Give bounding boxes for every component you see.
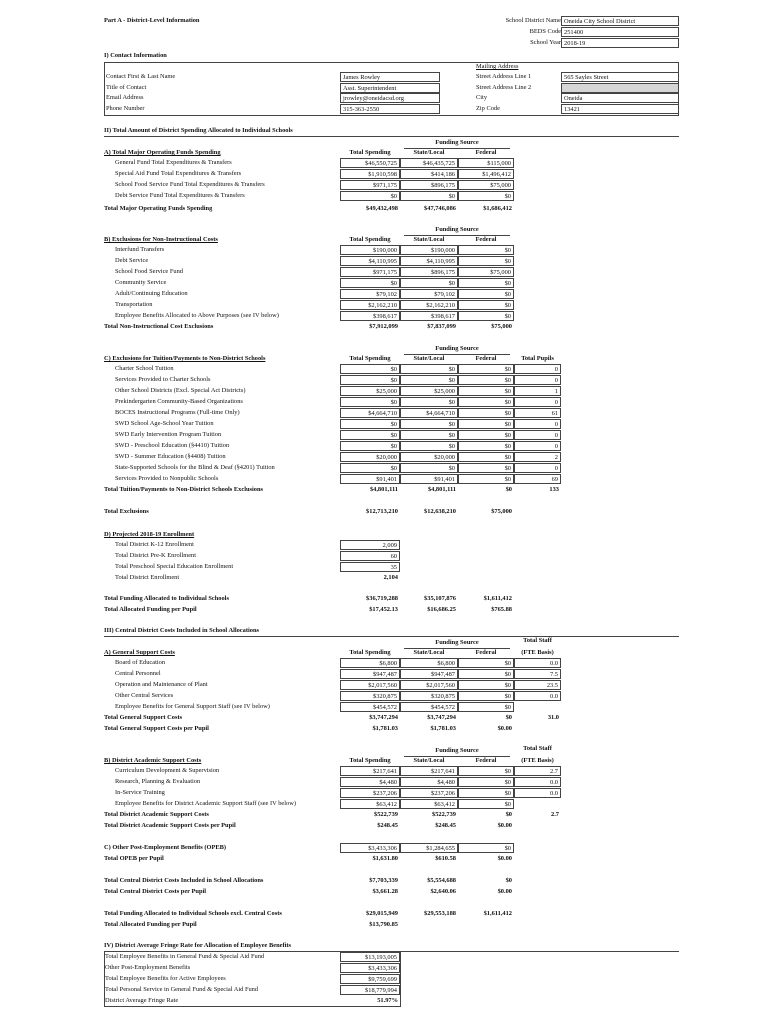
opeb-row-federal: $0 — [458, 843, 514, 853]
excl-central-summary-state: $29,553,188 — [424, 910, 456, 917]
fringe-rate-label: Total Employee Benefits in General Fund & Special Aid Fund — [105, 952, 265, 960]
academic-support-row-total: $63,412 — [340, 799, 400, 809]
tuition-row-state: $20,000 — [400, 452, 458, 462]
tuition-row-total: $0 — [340, 375, 400, 385]
academic-support-label: Employee Benefits for District Academic Support Staff (see IV below) — [115, 800, 296, 807]
state-local-header: State/Local — [413, 149, 445, 156]
mailing-address-heading: Mailing Address — [476, 63, 519, 70]
fte-basis-header: (FTE Basis) — [521, 757, 554, 764]
mailing-field-label: City — [476, 94, 488, 102]
beds-code-label: BEDS Code — [529, 28, 561, 35]
allocation-summary-label: Total Funding Allocated to Individual Schools — [104, 595, 229, 602]
tuition-row-federal: $0 — [458, 375, 514, 385]
contact-field-label: Contact First & Last Name — [106, 73, 176, 80]
general-support-row-federal: $0 — [458, 691, 514, 701]
central-costs-summary-total: $7,703,339 — [369, 877, 398, 884]
contact-field-value: Asst. Superintendent — [340, 83, 440, 93]
tuition-label: Prekindergarten Community-Based Organizations — [115, 398, 243, 405]
non-instructional-row-federal: $0 — [458, 245, 514, 255]
academic-support-row-federal: $0 — [458, 766, 514, 776]
tuition-row-total: $0 — [340, 441, 400, 451]
total-spending-header: Total Spending — [349, 757, 391, 764]
enrollment-label: Total District Pre-K Enrollment — [115, 552, 197, 559]
non-instructional-row-total: $971,175 — [340, 267, 400, 277]
contact-field-value: jrowley@oneidacsd.org — [340, 93, 440, 103]
enrollment-value: 2,009 — [340, 540, 400, 550]
academic-support-per-pupil-federal: $0.00 — [497, 822, 512, 829]
excl-central-label: Total Allocated Funding per Pupil — [104, 921, 197, 928]
tuition-row-pupils: 1 — [514, 386, 561, 396]
tuition-row-federal: $0 — [458, 397, 514, 407]
fte-basis-header: (FTE Basis) — [521, 649, 554, 656]
general-support-row-federal: $0 — [458, 702, 514, 712]
tuition-row-federal: $0 — [458, 408, 514, 418]
tuition-row-state: $0 — [400, 441, 458, 451]
operating-fund-label: Special Aid Fund Total Expenditures & Transfers — [115, 170, 242, 177]
academic-support-total-federal: $0 — [505, 811, 512, 818]
operating-fund-row-total: $46,550,725 — [340, 158, 400, 168]
academic-support-per-pupil-state: $248.45 — [435, 822, 456, 829]
general-support-total-staff: 31.0 — [547, 714, 559, 721]
tuition-row-total: $91,401 — [340, 474, 400, 484]
tuition-label: Charter School Tuition — [115, 365, 174, 372]
tuition-label: SWD Early Intervention Program Tuition — [115, 431, 222, 438]
operating-fund-row-total: $1,910,598 — [340, 169, 400, 179]
general-support-per-pupil-state: $1,781.03 — [430, 725, 456, 732]
opeb-row-state: $1,284,655 — [400, 843, 458, 853]
tuition-total-state: $4,801,111 — [427, 486, 456, 493]
academic-support-label: Curriculum Development & Supervision — [115, 767, 220, 774]
general-support-per-pupil-label: Total General Support Costs per Pupil — [104, 725, 209, 732]
opeb-per-pupil-federal: $0.00 — [497, 855, 512, 862]
academic-support-row-federal: $0 — [458, 799, 514, 809]
tuition-row-total: $4,664,710 — [340, 408, 400, 418]
general-support-label: Operation and Maintenance of Plant — [115, 681, 208, 688]
general-support-total-federal: $0 — [505, 714, 512, 721]
fringe-rate-label: Other Post-Employment Benefits — [105, 963, 191, 971]
tuition-row-pupils: 0 — [514, 397, 561, 407]
fringe-rate-value: $18,779,994 — [340, 985, 400, 995]
tuition-label: SWD - Preschool Education (§4410) Tuition — [115, 442, 230, 449]
non-instructional-row-federal: $0 — [458, 289, 514, 299]
non-instructional-total-federal: $75,000 — [491, 323, 512, 330]
central-costs-summary-label: Total Central District Costs Included in School Allocations — [104, 877, 264, 884]
central-costs-summary-label: Total Central District Costs per Pupil — [104, 888, 207, 895]
state-local-header: State/Local — [413, 236, 445, 243]
central-costs-summary-federal: $0 — [505, 877, 512, 884]
operating-funds-heading: A) Total Major Operating Funds Spending — [104, 149, 221, 156]
tuition-row-total: $0 — [340, 463, 400, 473]
school-year-label: School Year — [530, 39, 561, 46]
non-instructional-row-total: $4,110,995 — [340, 256, 400, 266]
general-support-row-state: $320,875 — [400, 691, 458, 701]
operating-fund-row-federal: $1,496,412 — [458, 169, 514, 179]
tuition-label: BOCES Instructional Programs (Full-time Only) — [115, 409, 240, 416]
school-year-value: 2018-19 — [561, 38, 679, 48]
contact-heading: I) Contact Information — [104, 52, 167, 59]
academic-support-row-staff: 2.7 — [514, 766, 561, 776]
allocation-summary-total: $17,452.13 — [369, 606, 398, 613]
non-instructional-row-federal: $0 — [458, 311, 514, 321]
central-costs-summary-state: $2,640.06 — [430, 888, 456, 895]
enrollment-value: 60 — [340, 551, 400, 561]
tuition-row-pupils: 0 — [514, 419, 561, 429]
operating-fund-label: Debt Service Fund Total Expenditures & Transfers — [115, 192, 245, 199]
excl-central-summary-total: $29,015,949 — [366, 910, 398, 917]
total-staff-header: Total Staff — [523, 637, 552, 644]
tuition-label: Services Provided to Nonpublic Schools — [115, 475, 219, 482]
tuition-row-pupils: 0 — [514, 364, 561, 374]
tuition-row-federal: $0 — [458, 441, 514, 451]
academic-support-label: Research, Planning & Evaluation — [115, 778, 201, 785]
opeb-per-pupil-state: $610.58 — [435, 855, 456, 862]
state-local-header: State/Local — [413, 355, 445, 362]
tuition-row-state: $0 — [400, 419, 458, 429]
non-instructional-label: Interfund Transfers — [115, 246, 165, 253]
academic-support-row-total: $237,206 — [340, 788, 400, 798]
general-support-label: Other Central Services — [115, 692, 174, 699]
total-exclusions-total: $12,713,210 — [366, 508, 398, 515]
fringe-rate-heading: IV) District Average Fringe Rate for Allocation of Employee Benefits — [104, 942, 291, 949]
tuition-row-state: $0 — [400, 364, 458, 374]
district-name-label: School District Name — [505, 17, 561, 24]
central-costs-summary-state: $5,554,688 — [427, 877, 456, 884]
federal-header: Federal — [475, 236, 497, 243]
tuition-row-federal: $0 — [458, 463, 514, 473]
non-instructional-total-total: $7,912,099 — [369, 323, 398, 330]
academic-support-row-state: $237,206 — [400, 788, 458, 798]
central-costs-summary-federal: $0.00 — [497, 888, 512, 895]
funding-source-header: Funding Source — [435, 639, 479, 646]
total-spending-header: Total Spending — [349, 649, 391, 656]
funding-source-header: Funding Source — [435, 747, 479, 754]
general-support-label: Board of Education — [115, 659, 166, 666]
general-support-heading: A) General Support Costs — [104, 649, 175, 656]
mailing-field-value: 565 Sayles Street — [561, 72, 679, 82]
operating-fund-row-federal: $75,000 — [458, 180, 514, 190]
central-costs-summary-total: $3,661.28 — [372, 888, 398, 895]
enrollment-total-value: 2,104 — [383, 574, 398, 581]
federal-header: Federal — [475, 649, 497, 656]
operating-funds-total-state: $47,746,086 — [424, 205, 456, 212]
tuition-row-federal: $0 — [458, 364, 514, 374]
academic-support-row-total: $217,641 — [340, 766, 400, 776]
non-instructional-row-total: $2,162,210 — [340, 300, 400, 310]
non-instructional-label: Adult/Continuing Education — [115, 290, 188, 297]
enrollment-label: Total Preschool Special Education Enrollment — [115, 563, 234, 570]
tuition-label: Services Provided to Charter Schools — [115, 376, 211, 383]
enrollment-label: Total District Enrollment — [115, 574, 180, 581]
academic-support-total-staff: 2.7 — [551, 811, 559, 818]
tuition-row-state: $0 — [400, 375, 458, 385]
academic-support-row-staff: 0.0 — [514, 788, 561, 798]
operating-fund-row-state: $414,186 — [400, 169, 458, 179]
excl-central-summary-federal: $1,611,412 — [483, 910, 512, 917]
funding-source-header: Funding Source — [435, 139, 479, 146]
spending-section-heading: II) Total Amount of District Spending Allocated to Individual Schools — [104, 127, 293, 134]
enrollment-heading: D) Projected 2018-19 Enrollment — [104, 531, 195, 538]
tuition-row-state: $91,401 — [400, 474, 458, 484]
allocation-summary-state: $35,107,876 — [424, 595, 456, 602]
academic-support-total-label: Total District Academic Support Costs — [104, 811, 209, 818]
general-support-total-total: $3,747,294 — [369, 714, 398, 721]
tuition-total-pupils: 133 — [549, 486, 559, 493]
tuition-label: SWD School Age-School Year Tuition — [115, 420, 214, 427]
tuition-row-total: $25,000 — [340, 386, 400, 396]
operating-funds-total-label: Total Major Operating Funds Spending — [104, 205, 213, 212]
general-support-row-staff: 7.5 — [514, 669, 561, 679]
tuition-heading: C) Exclusions for Tuition/Payments to Non-District Schools — [104, 355, 266, 362]
allocation-summary-label: Total Allocated Funding per Pupil — [104, 606, 197, 613]
non-instructional-row-state: $79,102 — [400, 289, 458, 299]
contact-field-value: 315-363-2550 — [340, 104, 440, 114]
opeb-row-total: $3,433,306 — [340, 843, 400, 853]
academic-support-heading: B) District Academic Support Costs — [104, 757, 202, 764]
non-instructional-row-state: $398,617 — [400, 311, 458, 321]
academic-support-total-total: $522,739 — [374, 811, 398, 818]
academic-support-row-staff: 0.0 — [514, 777, 561, 787]
general-support-row-state: $947,487 — [400, 669, 458, 679]
academic-support-row-state: $4,480 — [400, 777, 458, 787]
total-exclusions-federal: $75,000 — [491, 508, 512, 515]
tuition-label: Other School Districts (Excl. Special Act Districts) — [115, 387, 246, 394]
tuition-total-total: $4,801,111 — [369, 486, 398, 493]
non-instructional-label: Debt Service — [115, 257, 149, 264]
general-support-row-total: $454,572 — [340, 702, 400, 712]
allocation-summary-federal: $765.88 — [491, 606, 512, 613]
general-support-per-pupil-total: $1,781.03 — [372, 725, 398, 732]
section-two-rule — [104, 136, 679, 137]
contact-field-label: Title of Contact — [106, 83, 147, 91]
fringe-rate-label: District Average Fringe Rate — [105, 996, 179, 1004]
tuition-row-federal: $0 — [458, 419, 514, 429]
general-support-total-state: $3,747,294 — [427, 714, 456, 721]
non-instructional-row-federal: $0 — [458, 278, 514, 288]
tuition-label: SWD - Summer Education (§4408) Tuition — [115, 453, 226, 460]
funding-source-header: Funding Source — [435, 226, 479, 233]
non-instructional-heading: B) Exclusions for Non-Instructional Costs — [104, 236, 218, 243]
operating-fund-row-total: $971,175 — [340, 180, 400, 190]
general-support-row-total: $6,800 — [340, 658, 400, 668]
state-local-header: State/Local — [413, 649, 445, 656]
general-support-row-federal: $0 — [458, 669, 514, 679]
excl-central-summary-total: $13,790.85 — [369, 921, 398, 928]
mailing-field-value — [561, 83, 679, 93]
tuition-total-label: Total Tuition/Payments to Non-District Schools Exclusions — [104, 486, 264, 493]
total-spending-header: Total Spending — [349, 355, 391, 362]
opeb-per-pupil-total: $1,631.80 — [372, 855, 398, 862]
contact-field-label: Phone Number — [106, 104, 145, 112]
general-support-row-total: $320,875 — [340, 691, 400, 701]
tuition-row-federal: $0 — [458, 386, 514, 396]
general-support-row-federal: $0 — [458, 658, 514, 668]
tuition-row-total: $0 — [340, 364, 400, 374]
non-instructional-row-state: $4,110,995 — [400, 256, 458, 266]
non-instructional-label: Community Service — [115, 279, 167, 286]
mailing-field-label: Street Address Line 1 — [476, 73, 532, 80]
total-spending-header: Total Spending — [349, 149, 391, 156]
academic-support-row-federal: $0 — [458, 788, 514, 798]
enrollment-value: 35 — [340, 562, 400, 572]
contact-field-label: Email Address — [106, 94, 144, 102]
academic-support-label: In-Service Training — [115, 789, 165, 796]
non-instructional-row-federal: $75,000 — [458, 267, 514, 277]
operating-fund-row-federal: $115,000 — [458, 158, 514, 168]
allocation-summary-federal: $1,611,412 — [483, 595, 512, 602]
non-instructional-row-state: $0 — [400, 278, 458, 288]
general-support-row-staff: 23.5 — [514, 680, 561, 690]
non-instructional-total-state: $7,837,099 — [427, 323, 456, 330]
operating-funds-total-federal: $1,686,412 — [483, 205, 512, 212]
non-instructional-row-federal: $0 — [458, 300, 514, 310]
fringe-rate-label: Total Employee Benefits for Active Employees — [105, 974, 226, 982]
excl-central-label: Total Funding Allocated to Individual Schools excl. Central Costs — [104, 910, 282, 917]
non-instructional-label: School Food Service Fund — [115, 268, 183, 275]
allocation-summary-state: $16,686.25 — [427, 606, 456, 613]
general-support-per-pupil-federal: $0.00 — [497, 725, 512, 732]
operating-fund-row-total: $0 — [340, 191, 400, 201]
academic-support-row-state: $217,641 — [400, 766, 458, 776]
tuition-row-state: $25,000 — [400, 386, 458, 396]
fringe-rate-value: $13,193,005 — [340, 952, 400, 962]
general-support-row-staff: 0.0 — [514, 658, 561, 668]
non-instructional-label: Employee Benefits Allocated to Above Purposes (see IV below) — [115, 312, 279, 319]
non-instructional-row-total: $0 — [340, 278, 400, 288]
tuition-row-state: $4,664,710 — [400, 408, 458, 418]
total-staff-header: Total Staff — [523, 745, 552, 752]
mailing-field-label: Street Address Line 2 — [476, 83, 532, 91]
fringe-rate-value: $9,759,699 — [340, 974, 400, 984]
federal-header: Federal — [475, 757, 497, 764]
tuition-row-state: $0 — [400, 397, 458, 407]
tuition-row-pupils: 2 — [514, 452, 561, 462]
contact-field-value: James Rowley — [340, 72, 440, 82]
general-support-row-total: $2,017,560 — [340, 680, 400, 690]
opeb-per-pupil-label: Total OPEB per Pupil — [104, 855, 164, 862]
general-support-row-state: $6,800 — [400, 658, 458, 668]
general-support-row-state: $454,572 — [400, 702, 458, 712]
tuition-row-federal: $0 — [458, 474, 514, 484]
tuition-row-federal: $0 — [458, 430, 514, 440]
non-instructional-row-state: $896,175 — [400, 267, 458, 277]
general-support-total-label: Total General Support Costs — [104, 714, 183, 721]
general-support-row-staff: 0.0 — [514, 691, 561, 701]
operating-fund-row-federal: $0 — [458, 191, 514, 201]
non-instructional-label: Transportation — [115, 301, 153, 308]
total-pupils-header: Total Pupils — [521, 355, 554, 362]
tuition-row-pupils: 0 — [514, 441, 561, 451]
federal-header: Federal — [475, 355, 497, 362]
fringe-rate-percent: 51.97% — [377, 996, 398, 1004]
non-instructional-row-state: $190,000 — [400, 245, 458, 255]
mailing-field-value: Oneida — [561, 93, 679, 103]
state-local-header: State/Local — [413, 757, 445, 764]
enrollment-label: Total District K-12 Enrollment — [115, 541, 194, 548]
tuition-row-pupils: 61 — [514, 408, 561, 418]
tuition-row-state: $0 — [400, 463, 458, 473]
funding-source-header: Funding Source — [435, 345, 479, 352]
general-support-label: Employee Benefits for General Support Staff (see IV below) — [115, 703, 270, 710]
tuition-row-pupils: 0 — [514, 430, 561, 440]
tuition-row-state: $0 — [400, 430, 458, 440]
academic-support-row-federal: $0 — [458, 777, 514, 787]
general-support-row-total: $947,487 — [340, 669, 400, 679]
total-exclusions-state: $12,638,210 — [424, 508, 456, 515]
operating-fund-label: General Fund Total Expenditures & Transfers — [115, 159, 232, 166]
tuition-label: State-Supported Schools for the Blind & Deaf (§4201) Tuition — [115, 464, 275, 471]
tuition-row-pupils: 69 — [514, 474, 561, 484]
general-support-row-federal: $0 — [458, 680, 514, 690]
district-name-value: Oneida City School District — [561, 16, 679, 26]
tuition-row-pupils: 0 — [514, 375, 561, 385]
operating-funds-total-total: $49,432,498 — [366, 205, 398, 212]
general-support-row-state: $2,017,560 — [400, 680, 458, 690]
non-instructional-row-state: $2,162,210 — [400, 300, 458, 310]
opeb-heading: C) Other Post-Employment Benefits (OPEB) — [104, 844, 226, 851]
operating-fund-label: School Food Service Fund Total Expenditures & Transfers — [115, 181, 265, 188]
section-three-rule — [104, 636, 679, 637]
tuition-row-total: $0 — [340, 397, 400, 407]
tuition-row-total: $20,000 — [340, 452, 400, 462]
academic-support-row-total: $4,480 — [340, 777, 400, 787]
academic-support-per-pupil-label: Total District Academic Support Costs per Pupil — [104, 822, 236, 829]
non-instructional-row-federal: $0 — [458, 256, 514, 266]
operating-fund-row-state: $896,175 — [400, 180, 458, 190]
tuition-row-total: $0 — [340, 419, 400, 429]
academic-support-row-state: $63,412 — [400, 799, 458, 809]
non-instructional-row-total: $79,102 — [340, 289, 400, 299]
page-title: Part A - District-Level Information — [104, 17, 200, 24]
academic-support-total-state: $522,739 — [432, 811, 456, 818]
total-spending-header: Total Spending — [349, 236, 391, 243]
mailing-field-label: Zip Code — [476, 104, 500, 112]
total-exclusions-label: Total Exclusions — [104, 508, 149, 515]
fringe-rate-label: Total Personal Service in General Fund & Special Aid Fund — [105, 985, 259, 993]
tuition-total-federal: $0 — [505, 486, 512, 493]
tuition-row-pupils: 0 — [514, 463, 561, 473]
tuition-row-federal: $0 — [458, 452, 514, 462]
allocation-summary-total: $36,719,288 — [366, 595, 398, 602]
non-instructional-row-total: $190,000 — [340, 245, 400, 255]
tuition-row-total: $0 — [340, 430, 400, 440]
academic-support-per-pupil-total: $248.45 — [377, 822, 398, 829]
non-instructional-total-label: Total Non-Instructional Cost Exclusions — [104, 323, 214, 330]
operating-fund-row-state: $0 — [400, 191, 458, 201]
fringe-rate-value: $3,433,306 — [340, 963, 400, 973]
operating-fund-row-state: $46,435,725 — [400, 158, 458, 168]
central-costs-heading: III) Central District Costs Included in School Allocations — [104, 627, 259, 634]
beds-code-value: 251400 — [561, 27, 679, 37]
federal-header: Federal — [475, 149, 497, 156]
mailing-field-value: 13421 — [561, 104, 679, 114]
general-support-label: Central Personnel — [115, 670, 161, 677]
non-instructional-row-total: $398,617 — [340, 311, 400, 321]
